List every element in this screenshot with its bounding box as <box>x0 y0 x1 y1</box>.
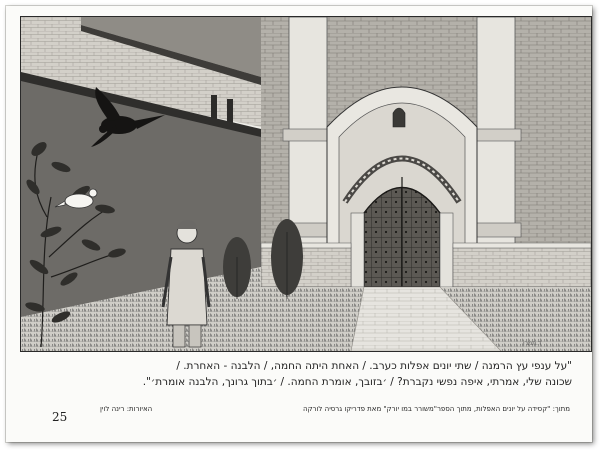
credits <box>100 405 570 413</box>
illustration-drawing <box>21 17 591 351</box>
illustrator-credit: האיורות: רינה לוין <box>100 405 153 413</box>
book-page <box>6 6 592 442</box>
poem-line: שכונה שלי, אמרתי, איפה נפשי נקברת? / ׳בזובך, אומרת החמה. / ׳בתוך גרונך, הלבנה אומרת׳". <box>142 376 572 388</box>
poem-line: "על ענפי עץ הרמנה / שתי יונים אפלות כערב. / האחת היתה החמה, / הלבנה - האחרת. / <box>176 360 572 372</box>
source-credit: מתוך: "קסידה על יונים האפלות, מתוך הספר"משורר במו יורק" מאת פדריקו גרסיה לורקה <box>303 405 570 413</box>
artist-signature: ד.תמרן <box>523 340 542 347</box>
illustration <box>20 16 592 352</box>
page-number: 25 <box>52 410 68 424</box>
poem-caption <box>52 358 572 390</box>
